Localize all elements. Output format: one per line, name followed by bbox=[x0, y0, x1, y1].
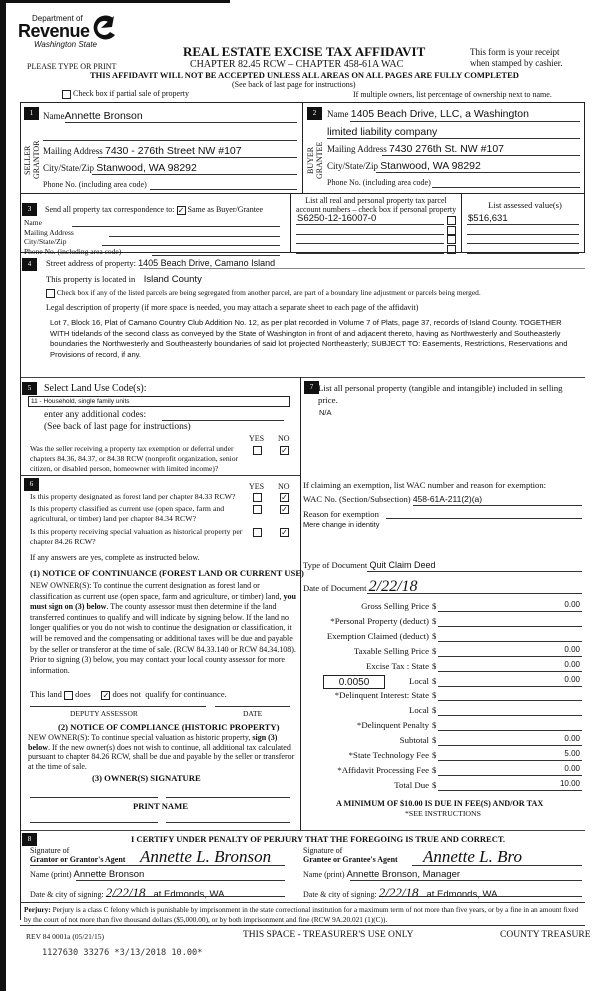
label: Check box if any of the listed parcels are being segregated from another parcel, are part of a boundary line adjustment or parcels being merged. bbox=[56, 288, 481, 297]
buyer-city: Stanwood, WA 98292 bbox=[380, 160, 481, 172]
underline bbox=[438, 611, 582, 612]
seller-mailing-field[interactable] bbox=[43, 145, 242, 157]
buyer-name-1: 1405 Beach Drive, LLC, a Washington bbox=[350, 108, 529, 120]
currency-symbol: $ bbox=[432, 615, 437, 626]
divider bbox=[290, 193, 291, 253]
text: Perjury is a class C felony which is punishable by imprisonment in the state correctional institution for a maximum term of not more than five years, or by a fine in an amount fixed by the court of not more than five thousand dollars ($5,000.00), or by both imprisonment and fine (RCW 9A.20.021 (1)(C)). bbox=[24, 905, 579, 924]
owner-signature-line bbox=[166, 797, 290, 798]
personal-property-checkbox[interactable] bbox=[447, 216, 456, 225]
underline bbox=[350, 121, 580, 122]
yes-header: YES bbox=[249, 434, 265, 443]
multiple-owners-note: If multiple owners, list percentage of ownership next to name. bbox=[353, 90, 552, 99]
divider bbox=[20, 902, 585, 903]
border bbox=[20, 830, 21, 920]
perjury-notice bbox=[24, 905, 584, 925]
logo-swoosh-icon bbox=[88, 13, 118, 43]
fee-label: Excise Tax : State bbox=[366, 660, 429, 671]
form-revision: REV 84 0001a (05/21/15) bbox=[26, 932, 104, 941]
underline bbox=[376, 172, 580, 173]
fee-label: *Personal Property (deduct) bbox=[330, 615, 429, 626]
label: Mailing Address bbox=[43, 146, 103, 156]
underline bbox=[112, 896, 285, 897]
same-as-buyer-checkbox[interactable]: ✓ bbox=[177, 205, 185, 215]
exemption-question: Was the seller receiving a property tax exemption or deferral under chapters 84.36, 84.37, or 84.38 RCW (nonprofit organization, senior citizen, or disabled person, homeowner with limited income)? bbox=[30, 444, 239, 473]
underline bbox=[438, 790, 582, 791]
forest-question: Is this property classified as current use (open space, farm and agricultural, or timber) land per chapter 84.34 RCW? bbox=[30, 504, 225, 523]
grantor-city: at Edmonds, WA bbox=[153, 889, 225, 900]
certify-statement: I CERTIFY UNDER PENALTY OF PERJURY THAT THE FOREGOING IS TRUE AND CORRECT. bbox=[131, 834, 506, 844]
print-name-line bbox=[30, 822, 158, 823]
buyer-phone-field[interactable]: Phone No. (including area code) bbox=[327, 178, 431, 187]
segregated-field[interactable] bbox=[46, 288, 481, 298]
forest-question: Is this property receiving special valuation as historical property per chapter 84.26 RCW? bbox=[30, 527, 243, 546]
border bbox=[20, 830, 585, 831]
fee-label: Total Due bbox=[394, 779, 429, 790]
underline bbox=[150, 189, 297, 190]
underline bbox=[382, 155, 580, 156]
section-number-2: 2 bbox=[307, 107, 322, 120]
label: Date of Document bbox=[303, 583, 367, 593]
correspondence-phone-field[interactable]: Phone No. (including area code) bbox=[24, 246, 122, 256]
divider bbox=[300, 377, 301, 830]
fee-label: Subtotal bbox=[399, 735, 429, 746]
form-chapter: CHAPTER 82.45 RCW – CHAPTER 458-61A WAC bbox=[190, 59, 404, 70]
currency-symbol: $ bbox=[432, 735, 437, 746]
form-title: REAL ESTATE EXCISE TAX AFFIDAVIT bbox=[183, 44, 426, 59]
underline bbox=[384, 896, 582, 897]
seller-side-label: SELLER GRANTOR bbox=[23, 140, 41, 180]
owner-signature-label: (3) OWNER(S) SIGNATURE bbox=[92, 773, 201, 783]
currency-symbol: $ bbox=[432, 750, 437, 760]
partial-sale-label: Check box if partial sale of property bbox=[73, 89, 189, 98]
label: numbers – check box if personal property bbox=[322, 205, 457, 214]
exemption-yes-checkbox[interactable] bbox=[253, 446, 262, 455]
does-not-checkbox[interactable]: ✓ bbox=[102, 690, 110, 700]
label: This property is located in bbox=[46, 274, 136, 284]
fee-value[interactable]: 0.00 bbox=[564, 734, 580, 744]
personal-property-checkbox[interactable] bbox=[447, 235, 456, 244]
question-no-checkbox[interactable]: ✓ bbox=[281, 505, 288, 514]
please-type: PLEASE TYPE OR PRINT bbox=[27, 62, 117, 71]
street-address-field[interactable] bbox=[46, 258, 275, 268]
grantor-signature[interactable]: Annette L. Bronson bbox=[140, 847, 272, 866]
underline bbox=[438, 775, 582, 776]
date-label: DATE bbox=[243, 709, 263, 718]
buyer-name-field[interactable] bbox=[327, 108, 529, 120]
underline bbox=[386, 518, 582, 519]
signature-line bbox=[215, 706, 290, 707]
treasurer-use-label: THIS SPACE - TREASURER'S USE ONLY bbox=[243, 930, 414, 940]
underline bbox=[92, 174, 297, 175]
wac-field[interactable] bbox=[303, 494, 482, 504]
currency-symbol: $ bbox=[432, 645, 437, 656]
label: does not bbox=[112, 689, 142, 699]
question-no-checkbox[interactable]: ✓ bbox=[281, 528, 288, 537]
label: does bbox=[75, 689, 91, 699]
correspondence-mailing-field[interactable]: Mailing Address bbox=[24, 227, 74, 237]
divider bbox=[302, 102, 303, 194]
receipt-note-2: when stamped by cashier. bbox=[470, 58, 563, 68]
label: Grantee or Grantee's Agent bbox=[303, 855, 398, 864]
currency-symbol: $ bbox=[432, 720, 437, 731]
label: Perjury: bbox=[24, 905, 51, 914]
label: Mailing Address bbox=[327, 144, 387, 154]
exemption-header: If claiming an exemption, list WAC number and reason for exemption: bbox=[303, 480, 547, 490]
currency-symbol: $ bbox=[432, 601, 437, 611]
logo-state: Washington State bbox=[34, 40, 98, 49]
underline bbox=[438, 700, 582, 701]
buyer-city-field[interactable] bbox=[327, 160, 481, 172]
print-name-line bbox=[166, 822, 290, 823]
notice-2-text bbox=[28, 733, 296, 771]
divider bbox=[20, 925, 585, 926]
text: . If the new owner(s) does not wish to continue, all additional tax calculated pursuant to chapter 84.26 RCW, shall be due and payable by the seller or transferor at the time of sale. bbox=[28, 742, 295, 771]
grantor-date: 2/22/18 bbox=[105, 885, 146, 900]
fee-label: Taxable Selling Price bbox=[353, 645, 429, 656]
underline bbox=[438, 760, 582, 761]
grantor-name-field[interactable] bbox=[30, 869, 144, 880]
label: Date & city of signing: bbox=[303, 890, 377, 899]
section-number-7: 7 bbox=[304, 381, 319, 394]
wac-number: 458-61A-211(2)(a) bbox=[412, 494, 483, 504]
buyer-mailing-field[interactable] bbox=[327, 143, 504, 155]
logo-revenue: Revenue bbox=[18, 21, 90, 41]
label: City/State/Zip bbox=[327, 161, 378, 171]
currency-symbol: $ bbox=[432, 675, 437, 686]
fee-label: Local bbox=[408, 675, 429, 686]
underline bbox=[467, 224, 579, 225]
underline bbox=[467, 234, 579, 235]
seller-phone-field[interactable]: Phone No. (including area code) bbox=[43, 180, 147, 189]
grantor-name: Annette Bronson bbox=[73, 869, 145, 880]
currency-symbol: $ bbox=[432, 764, 437, 775]
underline bbox=[438, 730, 582, 731]
underline bbox=[65, 122, 297, 123]
label: Signature of bbox=[303, 846, 343, 855]
currency-symbol: $ bbox=[432, 705, 437, 716]
label: City/State/Zip bbox=[43, 163, 94, 173]
no-header: NO bbox=[278, 482, 290, 491]
underline bbox=[350, 880, 582, 881]
signature-line bbox=[30, 706, 206, 707]
personal-property-value[interactable]: N/A bbox=[319, 408, 332, 417]
doc-type: Quit Claim Deed bbox=[369, 560, 436, 570]
underline bbox=[467, 253, 579, 254]
continuance-qualify bbox=[30, 689, 227, 700]
label: Street address of property: bbox=[46, 258, 136, 268]
fee-label: Gross Selling Price bbox=[361, 601, 429, 611]
fee-value[interactable]: 0.00 bbox=[564, 644, 580, 654]
correspondence-city-field[interactable]: City/State/Zip bbox=[24, 237, 67, 246]
currency-symbol: $ bbox=[432, 690, 437, 701]
text-bold: you must sign on (3) below bbox=[30, 591, 296, 612]
text: NEW OWNER(S): To continue special valuation as historic property, bbox=[28, 733, 251, 742]
grantee-date-field[interactable] bbox=[303, 885, 497, 901]
label: Name bbox=[43, 111, 65, 121]
underline bbox=[296, 224, 444, 225]
additional-codes-field[interactable]: enter any additional codes: bbox=[44, 410, 147, 420]
owner-signature-line bbox=[30, 797, 158, 798]
yes-header: YES bbox=[249, 482, 265, 491]
grantor-signature-label bbox=[30, 846, 125, 864]
scan-edge bbox=[0, 0, 230, 3]
section-number-1: 1 bbox=[24, 107, 39, 120]
section-number-6: 6 bbox=[24, 478, 39, 491]
underline bbox=[76, 880, 285, 881]
street-address: 1405 Beach Drive, Camano Island bbox=[138, 258, 276, 268]
fee-value[interactable]: 0.00 bbox=[564, 674, 580, 684]
section-number-4: 4 bbox=[22, 258, 37, 271]
fee-value[interactable]: 10.00 bbox=[559, 778, 580, 788]
currency-symbol: $ bbox=[432, 660, 437, 671]
section-number-3: 3 bbox=[22, 203, 37, 216]
see-back-note: (See back of last page for instructions) bbox=[232, 80, 356, 89]
underline bbox=[413, 505, 582, 506]
if-any-note: If any answers are yes, complete as instructed below. bbox=[30, 553, 200, 562]
text-bold: sign (3) below bbox=[28, 733, 278, 752]
grantee-name-field[interactable] bbox=[303, 869, 460, 880]
grantee-signature[interactable]: Annette L. Bro bbox=[423, 847, 522, 866]
seller-city-field[interactable] bbox=[43, 162, 197, 174]
legal-description: Lot 7, Block 16, Plat of Camano Country Club Addition No. 12, as per plat recorded in Volume 7 of Plats, page 37, records of Island County. TOGETHER WITH tidelands of the second class as conveyed by the State of Washington in front of and adjacent thereto, having as Northwesterly and Southeasterly boundaries the Northwesterly and Southeasterly boundaries of said lot projected Northeasterly; SUBJECT TO: Easements, Restrictions, Reservations and Provisions of record, if any. bbox=[50, 318, 568, 359]
correspondence-name-field[interactable]: Name bbox=[24, 218, 42, 227]
fee-label: *Affidavit Processing Fee bbox=[337, 764, 429, 775]
section-number-8: 8 bbox=[22, 833, 37, 846]
parcel-header bbox=[293, 196, 459, 214]
fee-value[interactable]: 0.00 bbox=[564, 659, 580, 669]
grantee-city: at Edmonds, WA bbox=[426, 889, 498, 900]
section-number-5: 5 bbox=[22, 382, 37, 395]
doc-date: 2/22/18 bbox=[368, 578, 418, 595]
legal-label: Legal description of property (if more space is needed, you may attach a separate sheet to each page of the affidavit) bbox=[46, 303, 419, 312]
label: This land bbox=[30, 689, 62, 699]
question-yes-checkbox[interactable] bbox=[253, 493, 262, 502]
underline bbox=[296, 243, 444, 244]
currency-symbol: $ bbox=[432, 630, 437, 641]
label: qualify for continuance. bbox=[145, 689, 227, 699]
minimum-note: A MINIMUM OF $10.00 IS DUE IN FEE(S) AND/OR TAX bbox=[336, 799, 544, 808]
underline bbox=[30, 865, 285, 866]
personal-property-checkbox[interactable] bbox=[447, 245, 456, 254]
exemption-no-checkbox[interactable]: ✓ bbox=[281, 446, 288, 455]
underline bbox=[438, 626, 582, 627]
personal-property-label: List all personal property (tangible and intangible) included in selling price. bbox=[318, 383, 563, 405]
fee-value[interactable]: 5.00 bbox=[564, 749, 580, 758]
underline bbox=[296, 234, 444, 235]
question-yes-checkbox[interactable] bbox=[253, 528, 262, 537]
underline bbox=[438, 671, 582, 672]
grantee-signature-label bbox=[303, 846, 398, 864]
land-use-code-select[interactable]: 11 - Household, single family units bbox=[28, 396, 290, 407]
no-header: NO bbox=[278, 434, 290, 443]
buyer-side-label: BUYER GRANTEE bbox=[306, 141, 324, 179]
form-warning: THIS AFFIDAVIT WILL NOT BE ACCEPTED UNLESS ALL AREAS ON ALL PAGES ARE FULLY COMPLETED bbox=[90, 70, 519, 80]
seller-name-field[interactable] bbox=[43, 110, 143, 122]
treasurer-stamp: 1127630 33276 *3/13/2018 10.00* bbox=[42, 948, 203, 958]
fee-label: *State Technology Fee bbox=[348, 750, 429, 760]
underline bbox=[162, 420, 284, 421]
assessed-header: List assessed value(s) bbox=[488, 200, 562, 210]
fee-label: *Delinquent Penalty bbox=[356, 720, 429, 731]
underline bbox=[72, 226, 280, 227]
print-name-label: PRINT NAME bbox=[133, 801, 188, 811]
notice-1-text bbox=[30, 581, 296, 676]
grantee-name: Annette Bronson, Manager bbox=[346, 869, 461, 880]
underline bbox=[438, 745, 582, 746]
underline bbox=[43, 140, 297, 141]
label: Same as Buyer/Grantee bbox=[187, 205, 264, 214]
underline bbox=[438, 641, 582, 642]
underline bbox=[98, 157, 297, 158]
parcel-number[interactable]: S6250-12-16007-0 bbox=[297, 213, 377, 224]
divider bbox=[461, 193, 462, 253]
underline bbox=[432, 187, 580, 188]
fee-value[interactable]: 0.00 bbox=[564, 763, 580, 773]
label: Send all property tax correspondence to: bbox=[45, 205, 175, 214]
scan-edge bbox=[0, 0, 6, 991]
grantor-date-field[interactable] bbox=[30, 885, 224, 901]
personal-property-checkbox[interactable] bbox=[447, 226, 456, 235]
partial-sale-checkbox[interactable] bbox=[62, 90, 71, 99]
currency-symbol: $ bbox=[432, 779, 437, 790]
county: Island County bbox=[143, 274, 202, 285]
deputy-assessor-label: DEPUTY ASSESSOR bbox=[70, 709, 138, 718]
underline bbox=[367, 593, 582, 594]
underline bbox=[140, 268, 585, 269]
label: Name (print) bbox=[30, 870, 72, 879]
seller-name: Annette Bronson bbox=[64, 110, 143, 122]
local-rate-box[interactable]: 0.0050 bbox=[323, 675, 385, 689]
fee-label: *Delinquent Interest: State bbox=[334, 690, 429, 701]
label: WAC No. (Section/Subsection) bbox=[303, 494, 411, 504]
fee-value[interactable]: 0.00 bbox=[564, 600, 580, 609]
fee-label: Local bbox=[408, 705, 429, 716]
text: . The county assessor must then determine if the land transferred continues to qualify and will indicate by signing below. If the land no longer qualifies or you do not wish to continue the designation or classification, it will be removed and the compensating or additional taxes will be due and payable by the seller or transferor at the time of sale. (RCW 84.33.140 or RCW 84.34.108). Prior to signing (3) below, you may contact your local county assessor for more information. bbox=[30, 602, 296, 675]
buyer-mailing: 7430 276th St. NW #107 bbox=[389, 143, 504, 155]
exemption-reason[interactable]: Mere change in identity bbox=[303, 520, 380, 529]
underline bbox=[296, 253, 444, 254]
doc-type-field[interactable] bbox=[303, 560, 436, 570]
label: Name (print) bbox=[303, 870, 345, 879]
seller-city: Stanwood, WA 98292 bbox=[96, 162, 197, 174]
underline bbox=[152, 255, 280, 256]
label: Name bbox=[327, 109, 349, 119]
send-correspondence bbox=[45, 205, 263, 215]
buyer-name-2: limited liability company bbox=[327, 126, 438, 138]
underline bbox=[327, 138, 580, 139]
label: Signature of bbox=[30, 846, 70, 855]
assessed-value[interactable]: $516,631 bbox=[468, 213, 508, 224]
see-instructions: *SEE INSTRUCTIONS bbox=[405, 809, 482, 818]
notice-1-title: (1) NOTICE OF CONTINUANCE (FOREST LAND OR CURRENT USE) bbox=[30, 568, 304, 578]
underline bbox=[438, 715, 582, 716]
reason-label: Reason for exemption bbox=[303, 509, 379, 519]
fee-label: Exemption Claimed (deduct) bbox=[326, 630, 429, 641]
partial-sale[interactable] bbox=[62, 89, 189, 99]
underline bbox=[467, 243, 579, 244]
label: Type of Document bbox=[303, 560, 368, 570]
text: NEW OWNER(S): To continue the current designation as forest land or classification as current use (open space, farm and agriculture, or timber) land, bbox=[30, 581, 282, 601]
question-yes-checkbox[interactable] bbox=[253, 505, 262, 514]
underline bbox=[412, 865, 582, 866]
label: Date & city of signing: bbox=[30, 890, 104, 899]
label: List all real and personal property tax parcel account bbox=[295, 196, 447, 214]
label: Grantor or Grantor's Agent bbox=[30, 855, 126, 864]
receipt-note-1: This form is your receipt bbox=[470, 47, 560, 57]
border bbox=[20, 377, 585, 378]
underline bbox=[438, 686, 582, 687]
notice-2-title: (2) NOTICE OF COMPLIANCE (HISTORIC PROPERTY) bbox=[58, 722, 280, 732]
grantee-date: 2/22/18 bbox=[378, 885, 419, 900]
underline bbox=[367, 571, 582, 572]
underline bbox=[102, 245, 280, 246]
border bbox=[20, 253, 21, 378]
border bbox=[20, 377, 21, 830]
underline bbox=[109, 236, 280, 237]
segregated-checkbox[interactable] bbox=[46, 289, 55, 298]
divider bbox=[20, 475, 300, 476]
underline bbox=[438, 656, 582, 657]
question-no-checkbox[interactable]: ✓ bbox=[281, 493, 288, 502]
seller-mailing: 7430 - 276th Street NW #107 bbox=[105, 145, 242, 157]
sec5-see-back: (See back of last page for instructions) bbox=[44, 422, 191, 432]
logo-dept: Department of bbox=[32, 14, 83, 23]
county-field bbox=[46, 274, 202, 285]
does-checkbox[interactable] bbox=[64, 691, 73, 700]
land-use-label: Select Land Use Code(s): bbox=[44, 383, 147, 394]
county-treasurer-label: COUNTY TREASURE bbox=[500, 930, 591, 940]
forest-question: Is this property designated as forest land per chapter 84.33 RCW? bbox=[30, 492, 236, 501]
